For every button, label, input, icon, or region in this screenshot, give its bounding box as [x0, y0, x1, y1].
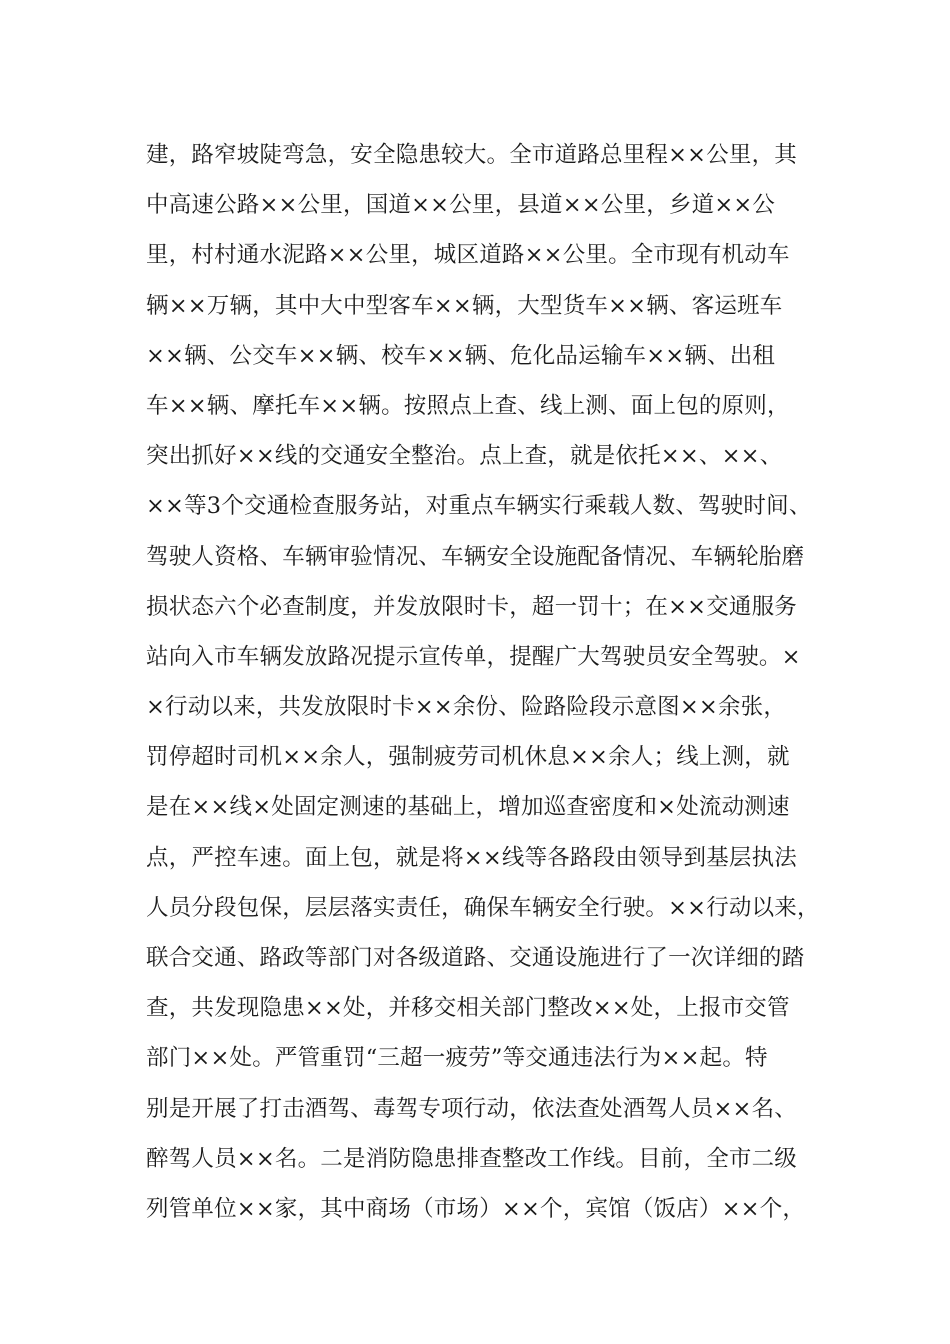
text-line: ××辆、公交车××辆、校车××辆、危化品运输车××辆、出租 — [146, 342, 776, 369]
text-line: 辆××万辆，其中大中型客车××辆，大型货车××辆、客运班车 — [146, 292, 783, 319]
text-line: 里，村村通水泥路××公里，城区道路××公里。全市现有机动车 — [146, 242, 790, 269]
text-line: 站向入市车辆发放路况提示宣传单，提醒广大驾驶员安全驾驶。× — [146, 643, 801, 670]
text-line: 查，共发现隐患××处，并移交相关部门整改××处，上报市交管 — [146, 995, 790, 1022]
text-line: 突出抓好××线的交通安全整治。点上查，就是依托××、××、 — [146, 443, 783, 470]
text-line: 人员分段包保，层层落实责任，确保车辆安全行驶。××行动以来， — [146, 894, 820, 921]
text-line: 是在××线×处固定测速的基础上，增加巡查密度和×处流动测速 — [146, 794, 790, 821]
text-line: 醉驾人员××名。二是消防隐患排查整改工作线。目前，全市二级 — [146, 1145, 798, 1172]
text-line: 部门××处。严管重罚“三超一疲劳”等交通违法行为××起。特 — [146, 1045, 768, 1072]
text-line: 罚停超时司机××余人，强制疲劳司机休息××余人；线上测，就 — [146, 744, 790, 771]
text-line: 中高速公路××公里，国道××公里，县道××公里，乡道××公 — [146, 192, 776, 219]
text-line: 点，严控车速。面上包，就是将××线等各路段由领导到基层执法 — [146, 844, 798, 871]
text-line: 损状态六个必查制度，并发放限时卡，超一罚十；在××交通服务 — [146, 593, 798, 620]
text-line: 列管单位××家，其中商场（市场）××个，宾馆（饭店）××个， — [146, 1195, 806, 1222]
body-text — [146, 130, 820, 1234]
text-line: ×行动以来，共发放限时卡××余份、险路险段示意图××余张， — [146, 694, 787, 721]
text-line: 建，路窄坡陡弯急，安全隐患较大。全市道路总里程××公里，其 — [146, 142, 798, 168]
text-line: ××等3个交通检查服务站，对重点车辆实行乘载人数、驾驶时间、 — [146, 493, 812, 520]
text-line: 联合交通、路政等部门对各级道路、交通设施进行了一次详细的踏 — [146, 945, 805, 971]
text-line: 驾驶人资格、车辆审验情况、车辆安全设施配备情况、车辆轮胎磨 — [146, 543, 805, 570]
text-line: 别是开展了打击酒驾、毒驾专项行动，依法查处酒驾人员××名、 — [146, 1095, 798, 1122]
text-line: 车××辆、摩托车××辆。按照点上查、线上测、面上包的原则， — [146, 392, 790, 419]
